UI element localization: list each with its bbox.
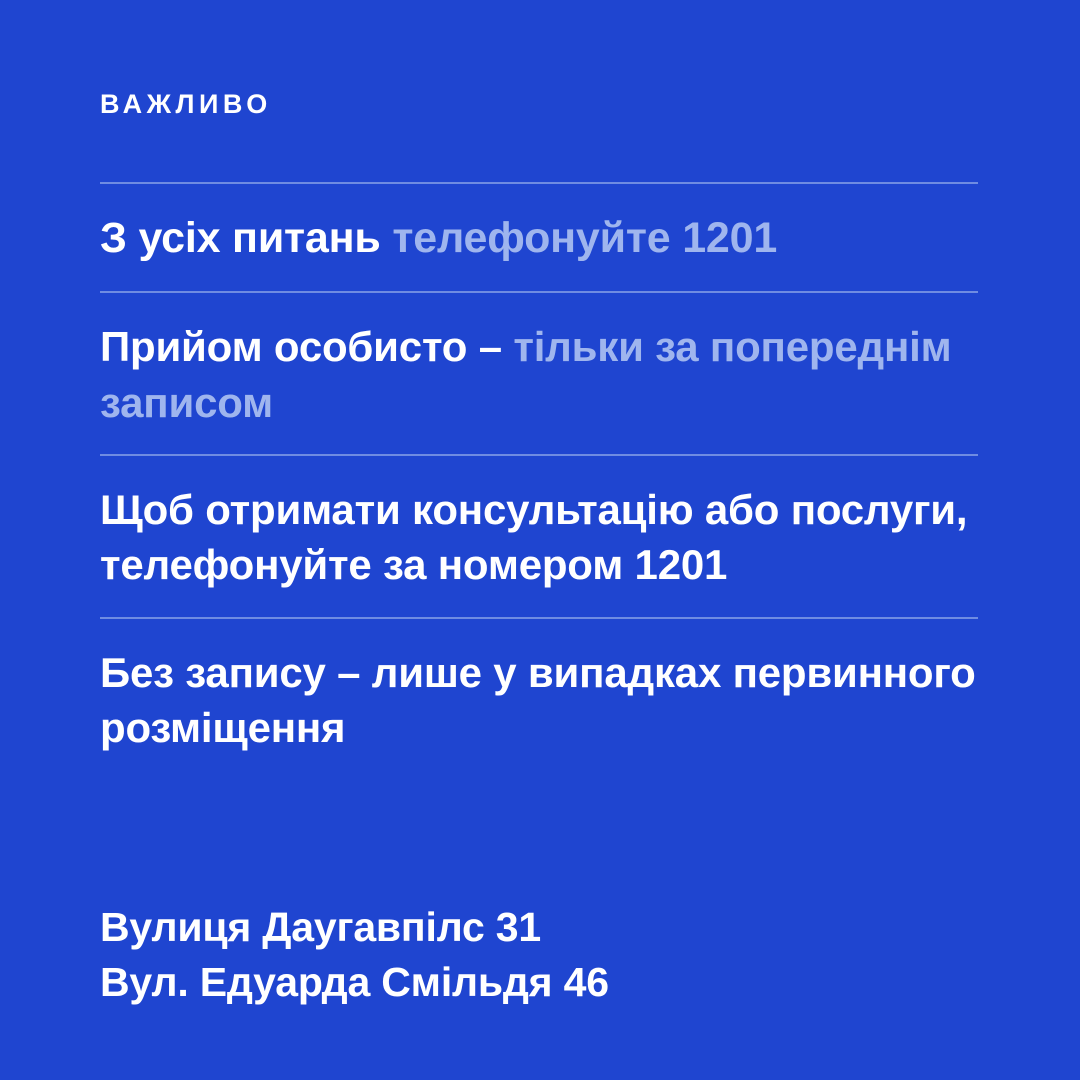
list-item-text xyxy=(100,482,980,593)
list-item-strong: Щоб отримати консультацію або послуги, телефонуйте за номером 1201 xyxy=(100,486,968,589)
divider xyxy=(100,454,978,456)
list-item-strong: З усіх питань xyxy=(100,214,393,263)
address-line-2: Вул. Едуарда Смільдя 46 xyxy=(100,958,609,1005)
divider xyxy=(100,617,978,619)
list-item-strong: Прийом особисто – xyxy=(100,323,514,371)
list-item-strong: Без запису – лише у випадках первинного розміщення xyxy=(100,648,976,752)
address-line-1: Вулиця Даугавпілс 31 xyxy=(100,903,541,950)
divider xyxy=(100,182,978,184)
list-item-muted: телефонуйте 1201 xyxy=(392,214,778,263)
list-item-muted: тільки за попереднім записом xyxy=(100,323,952,426)
address-block xyxy=(100,900,980,1010)
divider xyxy=(100,291,978,293)
list-item-text xyxy=(100,210,980,267)
list-item xyxy=(100,619,980,780)
list-item xyxy=(100,184,980,291)
list-item-text xyxy=(100,319,980,430)
list-item xyxy=(100,293,980,454)
page-title: ВАЖЛИВО xyxy=(100,89,272,119)
list-item-text xyxy=(100,645,980,756)
list-item xyxy=(100,456,980,617)
